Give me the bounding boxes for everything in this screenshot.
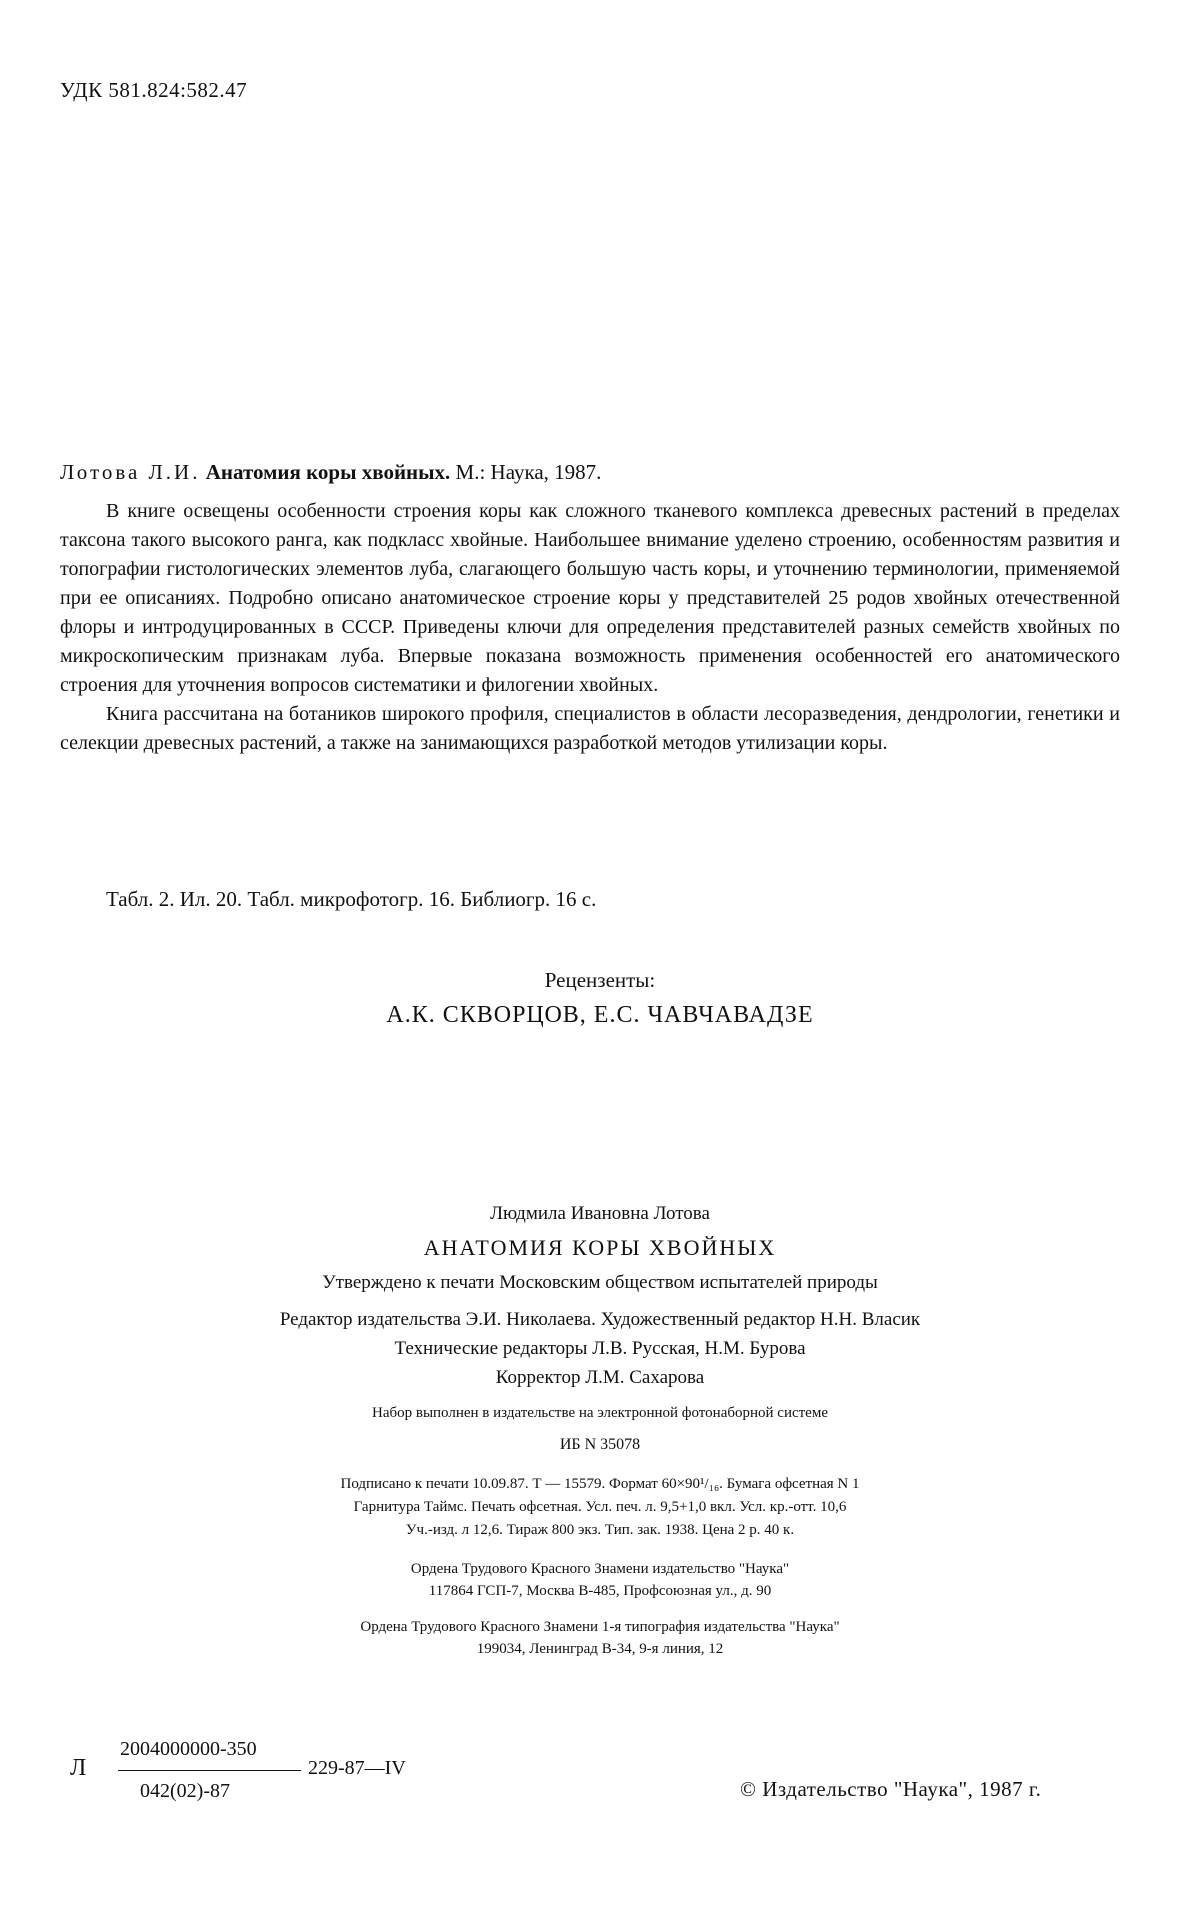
abstract-paragraph-1: В книге освещены особенности строения коры как сложного тканевого комплекса древесных растений в пределах таксона такого высокого ранга, как подкласс хвойные. Наибольшее внимание уделено строению, особенностям развития и топографии гистологических элементов луба, слагающего большую часть коры, и уточнению терминологии, применяемой при ее описаниях. Подробно описано анатомическое строение коры у представителей 25 родов хвойных отечественной флоры и интродуцированных в СССР. Приведены ключи для определения представителей разных семейств хвойных по микроскопическим признакам луба. Впервые показана возможность применения особенностей его анатомического строения для уточнения вопросов систематики и филогении хвойных. bbox=[60, 500, 1120, 696]
typography-info bbox=[0, 1616, 1200, 1660]
publisher-line: 117864 ГСП-7, Москва В-485, Профсоюзная ул., д. 90 bbox=[428, 1583, 772, 1599]
editors-line: Технические редакторы Л.В. Русская, Н.М. Бурова bbox=[394, 1338, 806, 1359]
publisher-info bbox=[0, 1558, 1200, 1602]
book-stats: Табл. 2. Ил. 20. Табл. микрофотогр. 16. Библиогр. 16 с. bbox=[106, 887, 597, 911]
typography-line: Ордена Трудового Красного Знамени 1-я типография издательства "Наука" bbox=[360, 1619, 840, 1635]
print-details bbox=[0, 1473, 1200, 1542]
abstract bbox=[60, 497, 1120, 758]
classification-letter: Л bbox=[70, 1755, 87, 1781]
author-full-name: Людмила Ивановна Лотова bbox=[490, 1203, 710, 1224]
abstract-paragraph-2: Книга рассчитана на ботаников широкого профиля, специалистов в области лесоразведения, дендрологии, генетики и селекции древесных растений, а также на занимающихся разработкой методов утилизации коры. bbox=[60, 703, 1120, 754]
fraction-line bbox=[118, 1770, 301, 1771]
typography-line: 199034, Ленинград В-34, 9-я линия, 12 bbox=[476, 1641, 724, 1657]
print-line: Подписано к печати 10.09.87. Т — 15579. Формат 60×90¹/₁₆. Бумага офсетная N 1 bbox=[340, 1476, 860, 1492]
approval-line: Утверждено к печати Московским обществом испытателей природы bbox=[322, 1272, 878, 1293]
classification-suffix: 229-87—IV bbox=[308, 1757, 406, 1779]
udk-code: УДК 581.824:582.47 bbox=[60, 78, 248, 102]
classification-numerator: 2004000000-350 bbox=[120, 1738, 257, 1760]
classification-denominator: 042(02)-87 bbox=[140, 1780, 230, 1802]
citation-title: Анатомия коры хвойных. bbox=[205, 460, 451, 484]
typeset-note: Набор выполнен в издательстве на электронной фотонаборной системе bbox=[372, 1405, 828, 1421]
editors-block bbox=[0, 1305, 1200, 1392]
reviewers-names: А.К. СКВОРЦОВ, Е.С. ЧАВЧАВАДЗЕ bbox=[386, 1002, 814, 1028]
book-title: АНАТОМИЯ КОРЫ ХВОЙНЫХ bbox=[423, 1235, 777, 1260]
editors-line: Редактор издательства Э.И. Николаева. Художественный редактор Н.Н. Власик bbox=[279, 1309, 921, 1330]
print-line: Уч.-изд. л 12,6. Тираж 800 экз. Тип. зак. 1938. Цена 2 р. 40 к. bbox=[405, 1522, 795, 1538]
ib-number: ИБ N 35078 bbox=[559, 1436, 641, 1453]
reviewers-label: Рецензенты: bbox=[544, 968, 656, 992]
bibliographic-citation bbox=[60, 460, 601, 485]
editors-line: Корректор Л.М. Сахарова bbox=[495, 1367, 705, 1388]
citation-publisher: М.: Наука, 1987. bbox=[455, 460, 602, 484]
citation-author: Лотова Л.И. bbox=[60, 460, 201, 484]
print-line: Гарнитура Таймс. Печать офсетная. Усл. печ. л. 9,5+1,0 вкл. Усл. кр.-отт. 10,6 bbox=[353, 1499, 847, 1515]
copyright: © Издательство "Наука", 1987 г. bbox=[740, 1777, 1042, 1801]
publisher-line: Ордена Трудового Красного Знамени издательство "Наука" bbox=[410, 1561, 790, 1577]
